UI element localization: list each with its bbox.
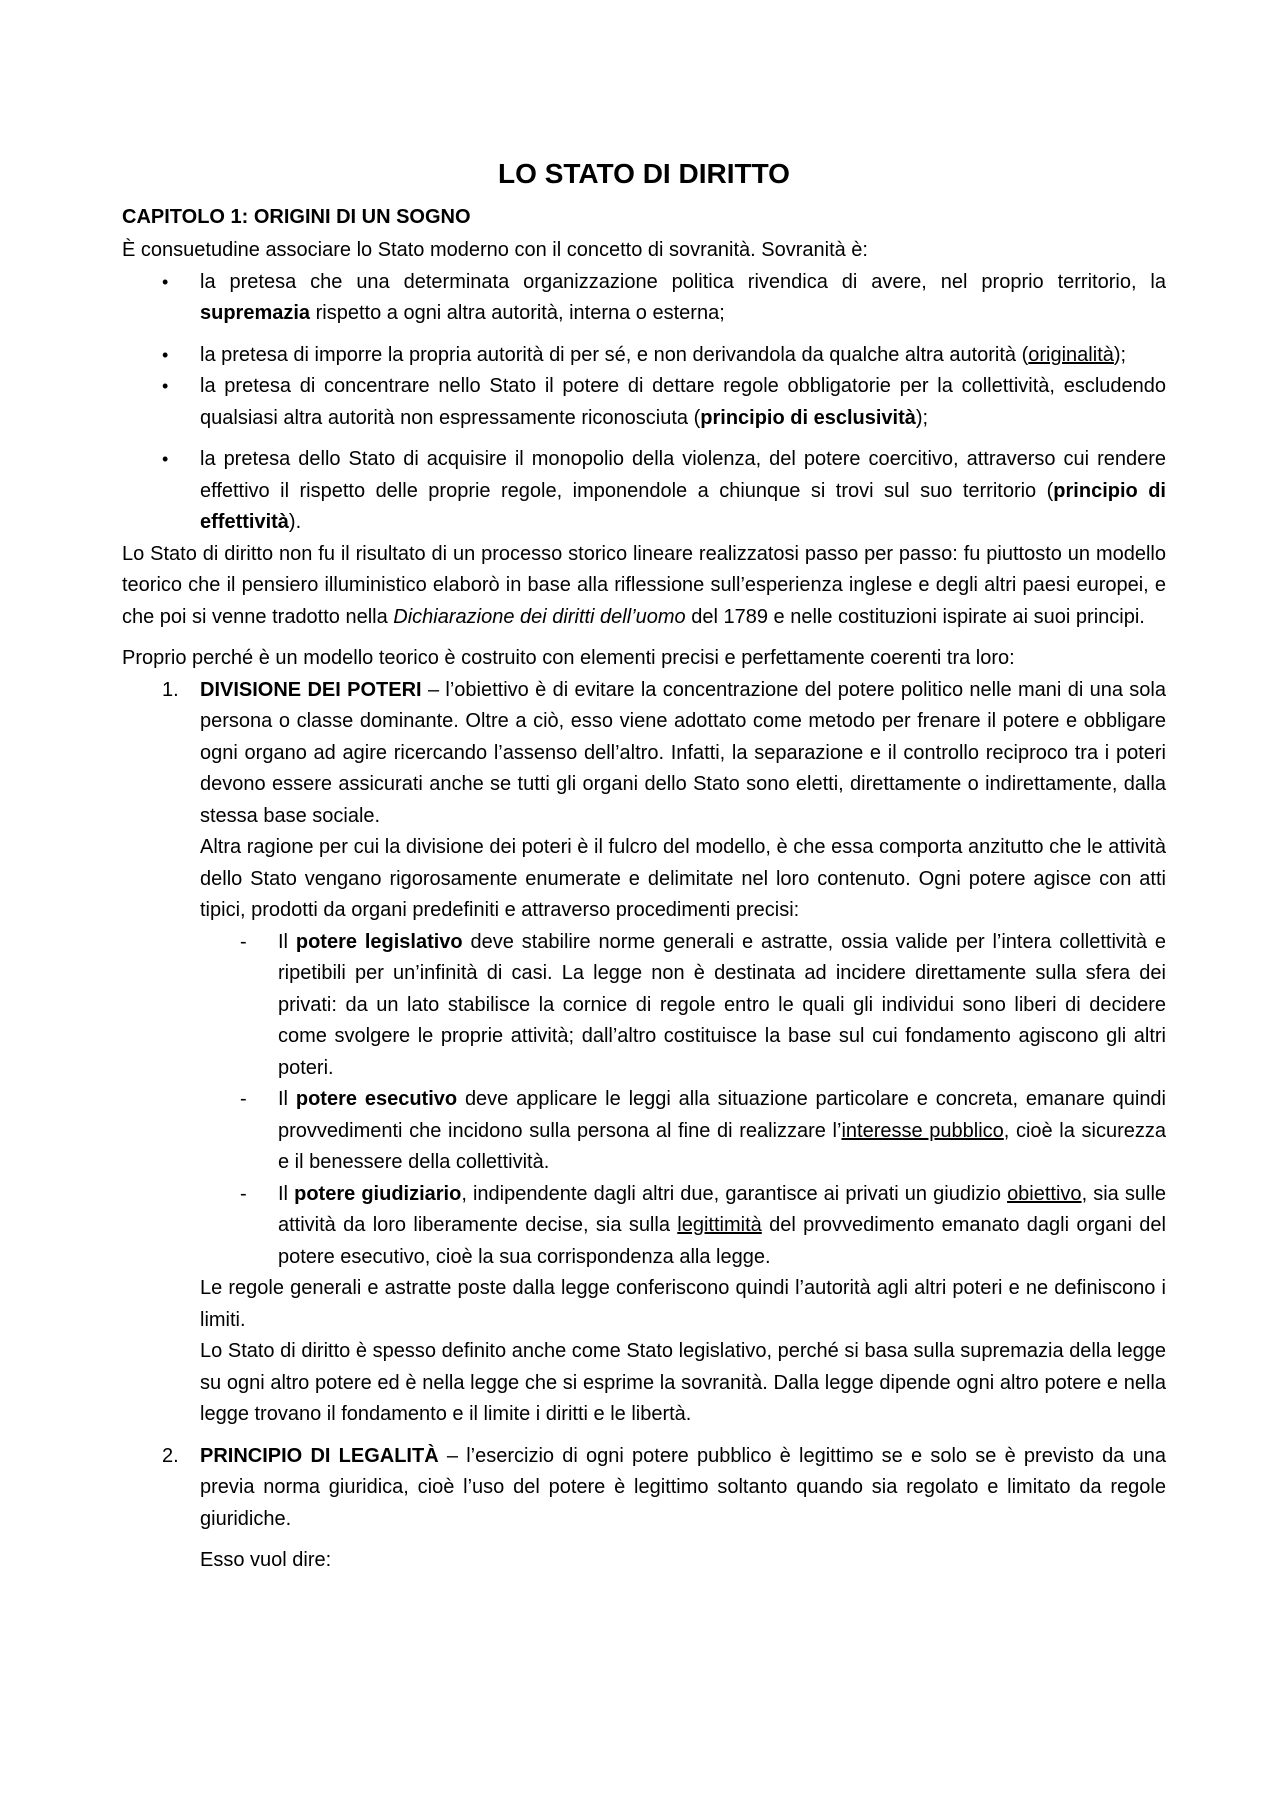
dash-item-legislativo: - Il potere legislativo deve stabilire norme generali e astratte, ossia valide per l’intera collettività e ripetibili per un’infinità di casi. La legge non è destinata ad incidere direttamente sulla sfera dei privati: da un lato stabilisce la cornice di regole entro le quali gli individui sono liberi di decidere come svolgere le proprie attività; dall’altro costituisce la base sul cui fondamento agiscono gli altri poteri.: [200, 927, 1166, 1085]
bullet-marker: •: [162, 449, 169, 469]
paragraph-stato-di-diritto: Lo Stato di diritto non fu il risultato di un processo storico lineare realizzatosi passo per passo: fu piuttosto un modello teorico che il pensiero illuministico elaborò in base alla riflessione sull’esperienza inglese e degli altri paesi europei, e che poi si venne tradotto nella Dichiarazione dei diritti dell’uomo del 1789 e nelle costituzioni ispirate ai suoi principi.: [122, 542, 1166, 628]
item-paragraph: Esso vuol dire:: [200, 1549, 332, 1571]
item-heading: DIVISIONE DEI POTERI: [200, 678, 422, 701]
term-supremazia: supremazia: [200, 302, 311, 324]
bullet-item-supremacy: • la pretesa che una determinata organizzazione politica rivendica di avere, nel proprio territorio, la supremazia rispetto a ogni altra autorità, interna o esterna;: [122, 267, 1166, 330]
item-heading: PRINCIPIO DI LEGALITÀ: [200, 1444, 439, 1467]
document-page: [122, 156, 1166, 1577]
dash-marker: -: [240, 1182, 247, 1205]
term-esclusivita: principio di esclusività: [700, 406, 916, 429]
dash-item-giudiziario: - Il potere giudiziario, indipendente dagli altri due, garantisce ai privati un giudizio obiettivo, sia sulle attività da loro liberamente decise, sia sulla legittimità del provvedimento emanato dagli organi del potere esecutivo, cioè la sua corrispondenza alla legge.: [200, 1179, 1166, 1274]
paragraph-modello-teorico: Proprio perché è un modello teorico è costruito con elementi precisi e perfettamente coerenti tra loro:: [122, 647, 1015, 669]
term-interesse-pubblico: interesse pubblico: [841, 1119, 1004, 1142]
term-effettivita: principio di effettività: [200, 479, 1166, 533]
sovereignty-bullet-list: [122, 267, 1166, 539]
bullet-marker: •: [162, 271, 169, 292]
item-number: 2.: [162, 1444, 179, 1467]
term-legittimita: legittimità: [677, 1214, 762, 1236]
item-paragraph: Altra ragione per cui la divisione dei poteri è il fulcro del modello, è che essa comporta anzitutto che le attività dello Stato vengano rigorosamente enumerate e delimitate nel loro contenuto. Ogni potere agisce con atti tipici, prodotti da organi predefiniti e attraverso procedimenti precisi:: [200, 836, 1166, 921]
numbered-item-principio-legalita: 2. PRINCIPIO DI LEGALITÀ – l’esercizio di ogni potere pubblico è legittimo se e solo se è previsto da una previa norma giuridica, cioè l’uso del potere è legittimo soltanto quando sia regolato e limitato da regole giuridiche. Esso vuol dire:: [122, 1441, 1166, 1577]
term-obiettivo: obiettivo: [1007, 1182, 1082, 1205]
chapter-heading: CAPITOLO 1: ORIGINI DI UN SOGNO: [122, 206, 471, 228]
numbered-list: [122, 675, 1166, 1577]
item-paragraph: Le regole generali e astratte poste dalla legge conferiscono quindi l’autorità agli altri poteri e ne definiscono i limiti.: [200, 1277, 1166, 1331]
dash-marker: -: [240, 1088, 247, 1110]
bullet-item-exclusivity: • la pretesa di concentrare nello Stato il potere di dettare regole obbligatorie per la collettività, escludendo qualsiasi altra autorità non espressamente riconosciuta (principio di esclusività);: [122, 371, 1166, 434]
numbered-item-divisione-poteri: 1. DIVISIONE DEI POTERI – l’obiettivo è di evitare la concentrazione del potere politico nelle mani di una sola persona o classe dominante. Oltre a ciò, esso viene adottato come metodo per frenare il potere e obbligare ogni organo ad agire ricercando l’assenso dell’altro. Infatti, la separazione e il controllo reciproco tra i poteri devono essere assicurati anche se tutti gli organi dello Stato sono eletti, direttamente o indirettamente, dalla stessa base sociale. Altra ragione per cui la divisione dei poteri è il fulcro del modello, è che essa comporta anzitutto che le attività dello Stato vengano rigorosamente enumerate e delimitate nel loro contenuto. Ogni potere agisce con atti tipici, prodotti da organi predefiniti e attraverso procedimenti precisi: - Il potere legislativo deve stabilire norme generali e astratte, ossia valide per l’intera collettività e ripetibili per un’infinità di casi. La legge non è destinata ad incidere direttamente sulla sfera dei privati: da un lato stabilisce la cornice di regole entro le quali gli individui sono liberi di decidere come svolgere le proprie attività; dall’altro costituisce la base sul cui fondamento agiscono gli altri poteri. - Il potere esecutivo deve applicare le leggi alla situazione particolare e concreta, emanare quindi provvedimenti che incidono sulla persona al fine di realizzare l’interesse pubblico, cioè la sicurezza e il benessere della collettività. - Il potere giudiziario, indipendente dagli altri due, garantisce ai privati un giudizio obiettivo, sia sulle attività da loro liberamente decise, sia sulla legittimità del provvedimento emanato dagli organi del potere esecutivo, cioè la sua corrispondenza alla legge. Le regole generali e astratte poste dalla legge conferiscono quindi l’autorità agli altri poteri e ne definiscono i limiti. Lo Stato di diritto è spesso definito anche come Stato legislativo, perché si basa sulla supremazia della legge su ogni altro potere ed è nella legge che si esprime la sovranità. Dalla legge dipende ogni altro potere e nella legge trovano il fondamento e il limite i diritti e le libertà.: [122, 675, 1166, 1431]
item-number: 1.: [162, 678, 179, 701]
dash-marker: -: [240, 930, 247, 953]
bullet-item-effectiveness: • la pretesa dello Stato di acquisire il monopolio della violenza, del potere coercitivo, attraverso cui rendere effettivo il rispetto delle proprie regole, imponendole a chiunque si trovi sul suo territorio (principio di effettività).: [122, 444, 1166, 539]
intro-paragraph: È consuetudine associare lo Stato moderno con il concetto di sovranità. Sovranità è:: [122, 239, 868, 261]
term-potere-giudiziario: potere giudiziario: [294, 1182, 462, 1205]
bullet-item-originality: • la pretesa di imporre la propria autorità di per sé, e non derivandola da qualche altra autorità (originalità);: [122, 340, 1166, 372]
document-title: LO STATO DI DIRITTO: [498, 158, 790, 189]
term-potere-esecutivo: potere esecutivo: [295, 1088, 458, 1110]
powers-dash-list: [200, 927, 1166, 1274]
bullet-marker: •: [162, 344, 169, 365]
item-paragraph: Lo Stato di diritto è spesso definito anche come Stato legislativo, perché si basa sulla supremazia della legge su ogni altro potere ed è nella legge che si esprime la sovranità. Dalla legge dipende ogni altro potere e nella legge trovano il fondamento e il limite i diritti e le libertà.: [200, 1340, 1166, 1425]
declaration-title: Dichiarazione dei diritti dell’uomo: [393, 605, 686, 628]
bullet-marker: •: [162, 376, 169, 396]
dash-item-esecutivo: - Il potere esecutivo deve applicare le leggi alla situazione particolare e concreta, emanare quindi provvedimenti che incidono sulla persona al fine di realizzare l’interesse pubblico, cioè la sicurezza e il benessere della collettività.: [200, 1084, 1166, 1179]
term-potere-legislativo: potere legislativo: [295, 930, 463, 953]
term-originalita: originalità: [1028, 343, 1114, 366]
